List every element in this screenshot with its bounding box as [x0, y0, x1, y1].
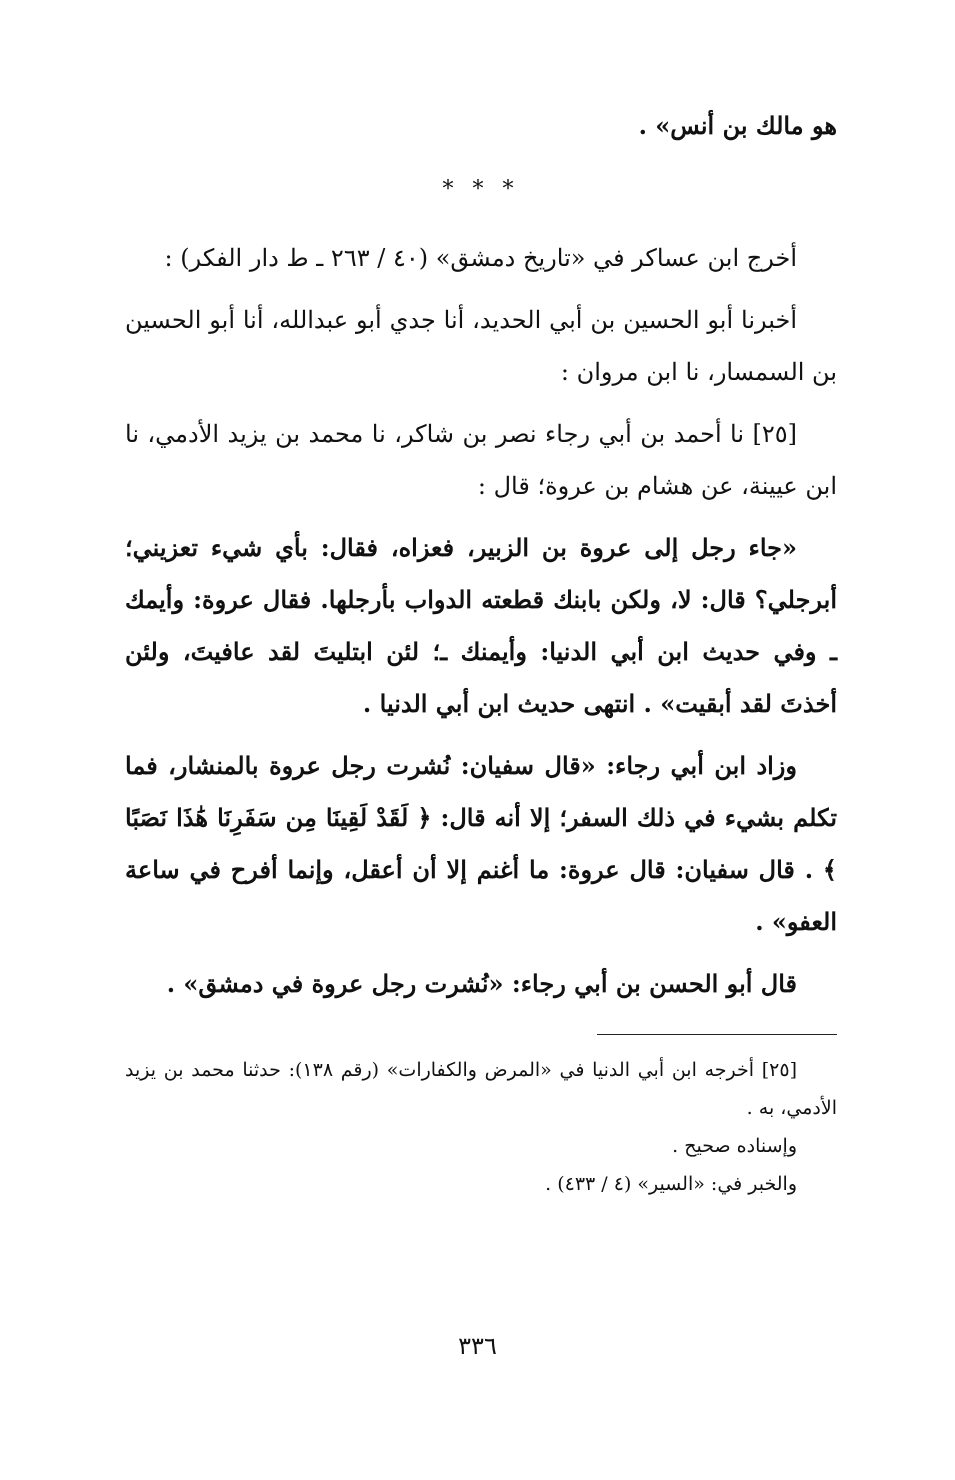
- narration-25-chain: [٢٥] نا أحمد بن أبي رجاء نصر بن شاكر، نا محمد بن يزيد الأدمي، نا ابن عيينة، عن هشام بن عروة؛ قال :: [125, 420, 837, 500]
- continuation-line: هو مالك بن أنس» .: [638, 111, 837, 140]
- section-separator: * * *: [442, 177, 520, 202]
- source-citation: أخرج ابن عساكر في «تاريخ دمشق» (٤٠ / ٢٦٣ ـ ط دار الفكر) :: [164, 244, 797, 272]
- narration-text: «جاء رجل إلى عروة بن الزبير، فعزاه، فقال: بأي شيء تعزيني؛ أبرجلي؟ قال: لا، ولكن بابنك قطعته الدواب بأرجلها. فقال عروة: وأيمك ـ وفي حديث ابن أبي الدنيا: وأيمنك ـ؛ لئن ابتليتَ لقد عافيتَ، ولئن أخذتَ لقد أبقيت» . انتهى حديث ابن أبي الدنيا .: [125, 533, 837, 718]
- isnad-chain: أخبرنا أبو الحسين بن أبي الحديد، أنا جدي أبو عبدالله، أنا أبو الحسين بن السمسار، نا ابن مروان :: [125, 306, 837, 386]
- page-number: ٣٣٦: [458, 1332, 497, 1360]
- footnote-divider: [597, 1034, 837, 1035]
- addition-text: وزاد ابن أبي رجاء: «قال سفيان: نُشرت رجل عروة بالمنشار، فما تكلم بشيء في ذلك السفر؛ إلا أنه قال: ﴿ لَقَدْ لَقِينَا مِن سَفَرِنَا هَٰذَا نَصَبًا ﴾ . قال سفيان: قال عروة: ما أغنم إلا أن أعقل، وإنما أفرح في ساعة العفو» .: [125, 751, 837, 936]
- footnote-grading: وإسناده صحيح .: [672, 1135, 797, 1157]
- footnote-reference: والخبر في: «السير» (٤ / ٤٣٣) .: [545, 1173, 797, 1195]
- closing-statement: قال أبو الحسن بن أبي رجاء: «نُشرت رجل عروة في دمشق» .: [166, 969, 797, 998]
- book-page: [125, 100, 837, 1400]
- footnotes: [125, 1051, 837, 1203]
- footnote-25: [٢٥] أخرجه ابن أبي الدنيا في «المرض والكفارات» (رقم ١٣٨): حدثنا محمد بن يزيد الأدمي، به .: [125, 1059, 837, 1119]
